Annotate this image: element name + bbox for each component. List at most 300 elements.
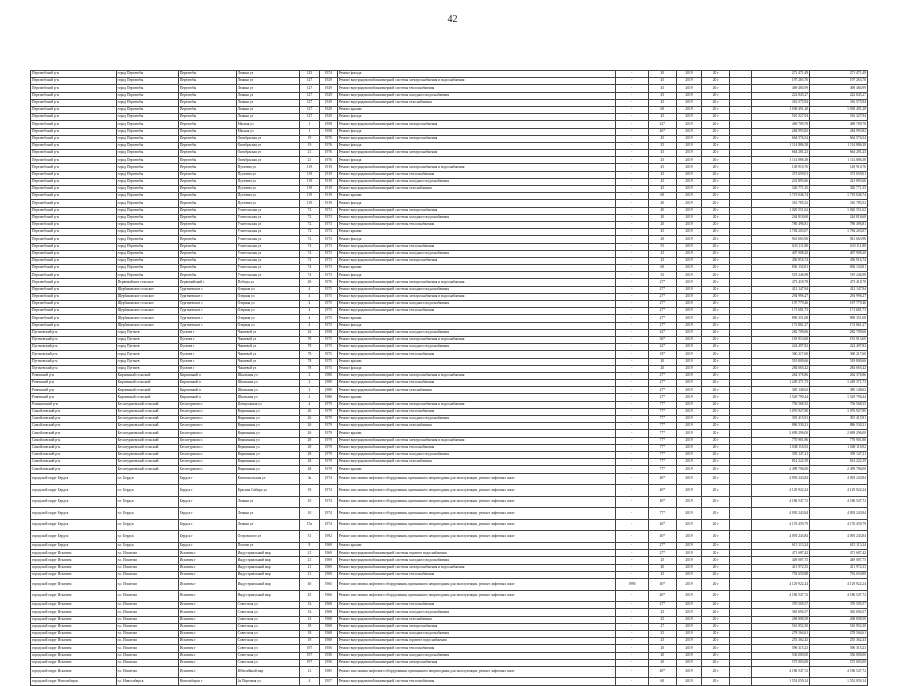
cell-plan-period: 20 г [702,459,730,466]
cell-year: 1973 [319,221,337,228]
cell-note: - [615,437,648,444]
cell-work-type: Ремонт или замена лифтового оборудования, признанного непригодным для эксплуатации, ремонт лифтовых шахт [337,485,615,497]
cell-cost: 4 093 243,84 [752,473,810,485]
cell-house: 78 [299,336,319,343]
table-row [31,459,868,466]
cell-cost-total: 4 129 922,24 [810,579,868,591]
cell-district: городской округ Искитим [31,659,117,666]
cell-district: Пугачевский р-н [31,344,117,351]
cell-locality: Бердск г [178,531,236,543]
cell-plan-year: 2019 [676,451,702,458]
table-row [31,531,868,543]
cell-street: Островского ул [236,531,299,543]
cell-note: - [615,485,648,497]
cell-house: 127 [299,85,319,92]
cell-settlement: г.о. Искитим [116,630,178,637]
cell-year: 1973 [319,236,337,243]
cell-district: городской округ Бердск [31,496,117,508]
cell-district: Пугачевский р-н [31,329,117,336]
cell-cost-total: 2 699 296,00 [810,430,868,437]
cell-work-type: Ремонт или замена лифтового оборудования, признанного непригодным для эксплуатации, ремонт лифтовых шахт [337,473,615,485]
cell-plan-period: 20 г [702,236,730,243]
cell-note: - [615,372,648,379]
cell-locality: Перелюбы [178,150,236,157]
cell-blank [730,351,752,358]
cell-plan-period: 20 г [702,92,730,99]
cell-work-type: Ремонт фасада [337,272,615,279]
cell-year: 1958 [319,128,337,135]
cell-plan-year: 2019 [676,243,702,250]
table-row [31,157,868,164]
cell-blank [730,171,752,178]
cell-blank [730,623,752,630]
cell-plan-period: 20 г [702,496,730,508]
cell-work-type: Ремонт внутридомовой инженерной системы электроснабжения [337,659,615,666]
cell-cost-total: 886 530,21 [810,423,868,430]
cell-year: 1975 [319,365,337,372]
cell-cost: 407 908,20 [752,250,810,257]
cell-year: 1968 [319,623,337,630]
cell-note: - [615,114,648,121]
cell-plan-period: 20 г [702,358,730,365]
cell-house: 74 [299,243,319,250]
cell-work-type: Ремонт внутридомовой инженерной системы холодного водоснабжения [337,301,615,308]
table-row [31,380,868,387]
cell-plan-period: 20 г [702,315,730,322]
table-row [31,590,868,602]
cell-year: 1966 [319,590,337,602]
cell-plan-period: 20 г [702,157,730,164]
cell-wear: 40* [648,496,676,508]
table-row [31,322,868,329]
cell-blank [730,142,752,149]
cell-house: 8 [299,543,319,550]
cell-work-type: Ремонт внутридомовой инженерной системы холодного водоснабжения [337,329,615,336]
cell-street: Школьная ул [236,394,299,401]
cell-cost-total: 615 113,24 [810,543,868,550]
cell-cost-total: 171 681,73 [810,308,868,315]
cell-work-type: Ремонт фасада [337,142,615,149]
cell-settlement: город Перелюбы [116,178,178,185]
cell-plan-year: 2019 [676,221,702,228]
cell-plan-period: 20 г [702,609,730,616]
cell-cost-total: 471 687,42 [810,550,868,557]
cell-blank [730,214,752,221]
cell-house: 72 [299,214,319,221]
cell-plan-year: 2019 [676,78,702,85]
cell-street: Советская ул [236,609,299,616]
cell-street: Пугачева ул [236,200,299,207]
cell-locality: Искитим г [178,659,236,666]
cell-cost: 4 093 243,84 [752,531,810,543]
table-row [31,437,868,444]
cell-street: Комсомольская ул [236,473,299,485]
cell-district: городской округ Бердск [31,531,117,543]
cell-plan-period: 20 г [702,416,730,423]
cell-house: 10 [299,496,319,508]
cell-plan-period: 20 г [702,652,730,659]
cell-street: Чапаевой ул [236,344,299,351]
cell-locality: Перелюбы [178,186,236,193]
table-row [31,623,868,630]
cell-street: Вершинная ул [236,466,299,473]
cell-house: 74 [299,250,319,257]
cell-blank [730,135,752,142]
cell-settlement: город Перелюбы [116,142,178,149]
cell-blank [730,437,752,444]
table-row [31,265,868,272]
cell-work-type: Ремонт внутридомовой инженерной системы теплоснабжения [337,221,615,228]
cell-wear: 77* [648,459,676,466]
cell-cost-total: 268 808,58 [810,616,868,623]
cell-street: Индустриальный мкр [236,571,299,578]
cell-note: - [615,200,648,207]
cell-plan-period: 20 г [702,508,730,520]
cell-settlement: Бесштурмовский сельский [116,423,178,430]
cell-year: 1956 [319,659,337,666]
cell-settlement: г.о. Искитим [116,579,178,591]
cell-locality: Бесштурмово с [178,444,236,451]
cell-cost: 4 186 547,72 [752,590,810,602]
cell-year: 1975 [319,336,337,343]
cell-blank [730,372,752,379]
cell-plan-year: 2019 [676,207,702,214]
cell-street: Юбилейный мкр [236,666,299,678]
table-row [31,221,868,228]
cell-blank [730,466,752,473]
cell-note: - [615,286,648,293]
cell-note: - [615,652,648,659]
cell-wear: 27* [648,279,676,286]
cell-house: 119 [299,164,319,171]
cell-wear: 45 [648,99,676,106]
cell-cost: 197 779,46 [752,301,810,308]
cell-settlement: Кирпичный сельский [116,387,178,394]
cell-cost-total: 373 659,01 [810,171,868,178]
cell-cost-total: 756 568,35 [810,401,868,408]
cell-plan-year: 2019 [676,272,702,279]
cell-note: - [615,380,648,387]
cell-note: - [615,135,648,142]
cell-plan-year: 2019 [676,543,702,550]
cell-house: 26 [299,423,319,430]
cell-locality: Искитим г [178,564,236,571]
cell-house: 12 [299,666,319,678]
cell-house: 20 [299,279,319,286]
cell-year: 1973 [319,257,337,264]
cell-cost: 365 694,57 [752,609,810,616]
table-row [31,579,868,591]
cell-year: 1974 [319,71,337,78]
cell-plan-period: 20 г [702,257,730,264]
cell-locality: Перелюбы [178,114,236,121]
cell-settlement: Бесштурмовский сельский [116,430,178,437]
cell-year: 1975 [319,315,337,322]
cell-plan-period: 20 г [702,437,730,444]
cell-house: 72 [299,221,319,228]
cell-note: - [615,571,648,578]
cell-year: 1919 [319,164,337,171]
cell-district: городской округ Искитим [31,564,117,571]
cell-district: городской округ Искитим [31,666,117,678]
cell-district: Ровенский р-н [31,387,117,394]
cell-wear: 27* [648,322,676,329]
cell-street: Вершинная ул [236,444,299,451]
cell-year: 1980 [319,380,337,387]
cell-plan-period: 20 г [702,564,730,571]
cell-plan-period: 20 г [702,466,730,473]
cell-year: 1968 [319,616,337,623]
cell-note: - [615,92,648,99]
cell-work-type: Ремонт внутридомовой инженерной системы электроснабжения [337,135,615,142]
table-row [31,616,868,623]
cell-district: Перелюбский р-н [31,207,117,214]
cell-year: 1919 [319,178,337,185]
table-row [31,423,868,430]
cell-cost: 469 484,99 [752,85,810,92]
cell-settlement: город Пугачев [116,336,178,343]
cell-wear: 25 [648,609,676,616]
cell-house: 4 [299,301,319,308]
cell-locality: Перелюбы [178,135,236,142]
cell-settlement: город Перелюбы [116,272,178,279]
cell-locality: Искитим г [178,550,236,557]
cell-locality: Перелюбы [178,200,236,207]
cell-settlement: Кирпичный сельский [116,380,178,387]
cell-blank [730,358,752,365]
cell-cost: 756 568,35 [752,401,810,408]
table-row [31,571,868,578]
cell-plan-year: 2019 [676,557,702,564]
cell-cost: 596 315,23 [752,645,810,652]
cell-plan-year: 2019 [676,638,702,645]
cell-blank [730,308,752,315]
cell-note: - [615,365,648,372]
cell-house: 21 [299,157,319,164]
cell-street: Озерная ул [236,322,299,329]
cell-cost: 1 038 491,28 [752,106,810,113]
cell-house: 119 [299,178,319,185]
cell-locality: Бесштурмово с [178,401,236,408]
cell-locality: Искитим г [178,609,236,616]
cell-plan-period: 20 г [702,344,730,351]
cell-wear: 55 [648,243,676,250]
cell-cost-total: 1 076 927,80 [810,408,868,415]
cell-blank [730,387,752,394]
cell-year: 1975 [319,344,337,351]
cell-blank [730,508,752,520]
cell-plan-year: 2019 [676,531,702,543]
cell-year: 1919 [319,186,337,193]
cell-note: - [615,401,648,408]
cell-wear: 40 [648,207,676,214]
cell-note: - [615,444,648,451]
cell-plan-year: 2019 [676,459,702,466]
cell-district: городской округ Искитим [31,590,117,602]
cell-plan-period: 20 г [702,150,730,157]
cell-locality: Новосибирск г [178,678,236,685]
table-row [31,485,868,497]
cell-cost-total: 633 111,80 [810,243,868,250]
cell-plan-year: 2019 [676,380,702,387]
cell-cost-total: 4 186 547,72 [810,590,868,602]
table-row [31,336,868,343]
cell-wear: 42* [648,329,676,336]
cell-wear: 45 [648,164,676,171]
cell-plan-period: 20 г [702,121,730,128]
cell-cost-total: 316 785,52 [810,200,868,207]
cell-work-type: Ремонт внутридомовой инженерной системы холодного водоснабжения [337,630,615,637]
cell-street: Индустриальный мкр [236,557,299,564]
cell-blank [730,557,752,564]
cell-cost: 224 497,82 [752,344,810,351]
cell-wear: 40 [648,564,676,571]
cell-plan-period: 20 г [702,550,730,557]
cell-wear: 60 [648,265,676,272]
cell-cost-total: 770 901,86 [810,437,868,444]
cell-work-type: Ремонт внутридомовой инженерной системы газоснабжения [337,387,615,394]
cell-year: 1975 [319,351,337,358]
cell-year: 1969 [319,564,337,571]
cell-locality: Перелюбы [178,157,236,164]
cell-cost-total: 1 552 059,14 [810,678,868,685]
registry-body [31,71,868,686]
cell-district: Перелюбский р-н [31,142,117,149]
cell-house: 74 [299,257,319,264]
cell-wear: 45 [648,135,676,142]
cell-cost: 1 529 790,44 [752,394,810,401]
cell-note: - [615,193,648,200]
cell-house: 24 [299,329,319,336]
cell-work-type: Ремонт внутридомовой инженерной системы электроснабжения и водоснабжения [337,401,615,408]
cell-locality: Перелюбы [178,121,236,128]
cell-cost: 241 893,66 [752,178,810,185]
cell-street: Ленина ул [236,99,299,106]
cell-cost-total: 326 771,35 [810,186,868,193]
cell-settlement: город Перелюбы [116,221,178,228]
cell-wear: 40* [648,590,676,602]
cell-wear: 25 [648,142,676,149]
cell-cost: 770 901,86 [752,437,810,444]
cell-district: Перелюбский р-н [31,193,117,200]
cell-house: 119 [299,186,319,193]
cell-locality: Перелюбы [178,99,236,106]
cell-work-type: Ремонт фасада [337,200,615,207]
cell-year: 1979 [319,451,337,458]
cell-house: 19 [299,142,319,149]
cell-street: Пугачева ул [236,186,299,193]
cell-blank [730,531,752,543]
cell-plan-period: 20 г [702,200,730,207]
cell-blank [730,590,752,602]
cell-plan-year: 2019 [676,344,702,351]
cell-blank [730,114,752,121]
cell-district: Самойловский р-н [31,451,117,458]
cell-cost: 359 147,21 [752,451,810,458]
cell-cost-total: 385 148,62 [810,387,868,394]
cell-plan-period: 20 г [702,286,730,293]
cell-settlement: г.о. Бердск [116,531,178,543]
cell-house: 18 [299,638,319,645]
cell-house: 10 [299,508,319,520]
cell-note: - [615,329,648,336]
cell-house: 4 [299,286,319,293]
cell-cost-total: 244 818,68 [810,214,868,221]
cell-plan-year: 2019 [676,437,702,444]
cell-work-type: Ремонт внутридомовой инженерной системы холодного водоснабжения [337,557,615,564]
cell-cost: 941 663,96 [752,236,810,243]
cell-year: 1929 [319,85,337,92]
cell-cost-total: 271 471,49 [810,71,868,78]
cell-locality: Бердск г [178,519,236,531]
cell-plan-year: 2019 [676,329,702,336]
cell-street: Вершинная ул [236,423,299,430]
cell-street: 2я Портовая ул [236,678,299,685]
cell-district: городской округ Искитим [31,550,117,557]
cell-plan-year: 2019 [676,164,702,171]
cell-wear: 20 [648,659,676,666]
cell-plan-year: 2019 [676,193,702,200]
cell-work-type: Ремонт внутридомовой инженерной системы газоснабжения [337,99,615,106]
cell-note: - [615,666,648,678]
cell-work-type: Ремонт внутридомовой инженерной системы электроснабжения [337,121,615,128]
cell-wear: 27* [648,301,676,308]
cell-wear: 77* [648,408,676,415]
cell-wear: 20 [648,365,676,372]
cell-district: городской округ Искитим [31,645,117,652]
cell-district: Перелюбский р-н [31,92,117,99]
cell-locality: Искитим г [178,645,236,652]
cell-street: Чапаевой ул [236,365,299,372]
cell-year: 1969 [319,557,337,564]
cell-street: Учительская ул [236,236,299,243]
cell-district: Перелюбский р-н [31,157,117,164]
cell-house: 4 [299,315,319,322]
cell-wear: 45 [648,150,676,157]
cell-settlement: Щербаковское сельское [116,293,178,300]
cell-plan-year: 2019 [676,444,702,451]
cell-settlement: Бесштурмовский сельский [116,466,178,473]
cell-district: Ровенский р-н [31,380,117,387]
table-row [31,666,868,678]
cell-street: Мясная ул [236,121,299,128]
cell-cost: 449 087,75 [752,557,810,564]
cell-blank [730,678,752,685]
cell-settlement: город Перелюбы [116,243,178,250]
cell-year: 1974 [319,473,337,485]
cell-wear: 18* [648,351,676,358]
cell-cost-total: 294 996,27 [810,293,868,300]
cell-settlement: город Перелюбы [116,157,178,164]
cell-plan-year: 2019 [676,365,702,372]
cell-settlement: г.о. Бердск [116,543,178,550]
cell-street: Попова ул [236,543,299,550]
cell-year: 1919 [319,171,337,178]
cell-cost-total: 792 650,88 [810,571,868,578]
cell-street: Чапаевой ул [236,329,299,336]
cell-wear: 40* [648,531,676,543]
cell-plan-period: 20 г [702,351,730,358]
cell-plan-year: 2019 [676,257,702,264]
cell-district: Перелюбский р-н [31,200,117,207]
cell-note: - [615,473,648,485]
cell-blank [730,221,752,228]
cell-settlement: город Пугачев [116,344,178,351]
table-row [31,186,868,193]
cell-note: - [615,128,648,135]
cell-wear: 45 [648,78,676,85]
cell-year: 1975 [319,322,337,329]
